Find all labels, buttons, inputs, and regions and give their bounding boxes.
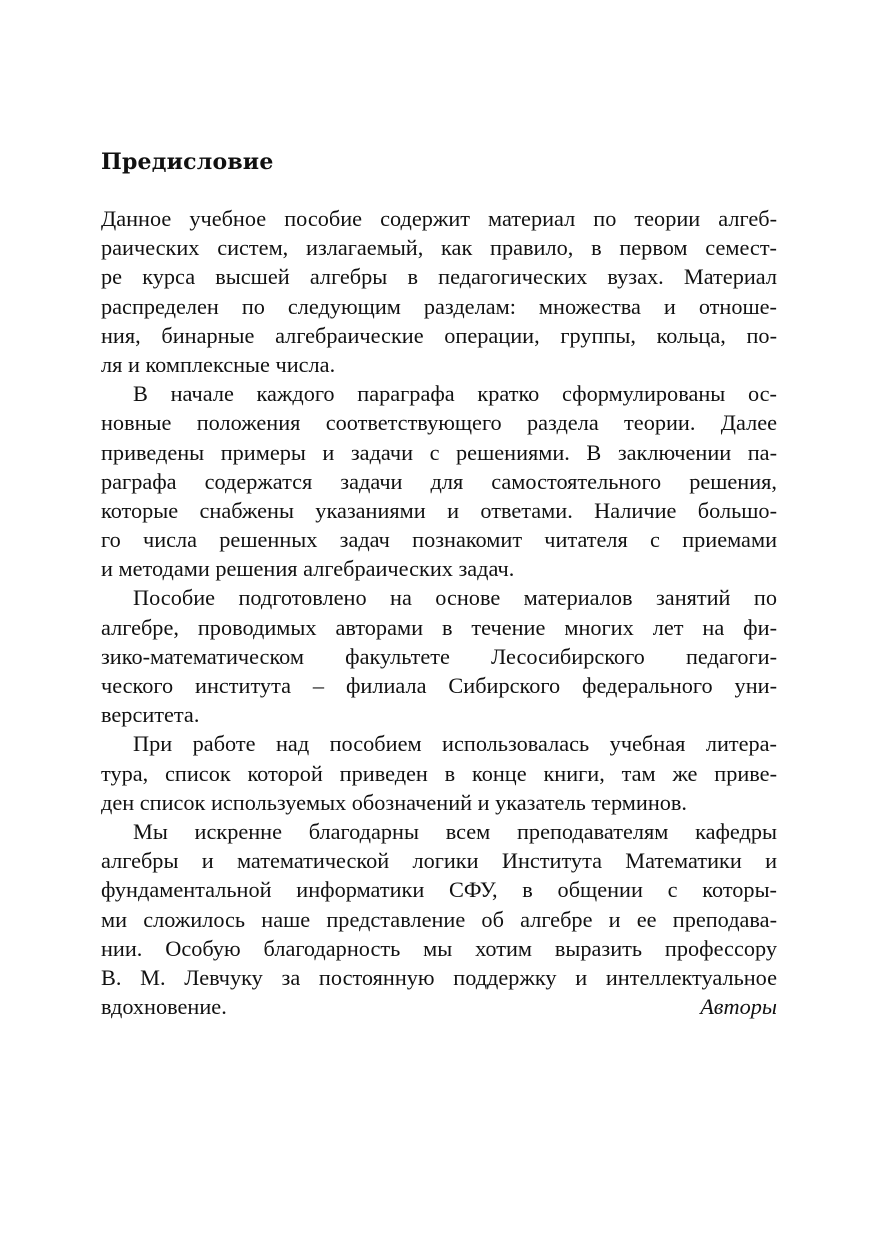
paragraph-5 [101, 817, 777, 1021]
text-line: нии. Особую благодарность мы хотим выразить профессору [101, 935, 777, 961]
text-line: При работе над пособием использовалась учебная литера- [133, 731, 777, 757]
text-line: и методами решения алгебраических задач. [101, 556, 515, 582]
text-line: ческого института – филиала Сибирского федерального уни- [101, 673, 777, 698]
page-title: Предисловие [101, 149, 274, 175]
text-line: зико-математическом факультете Лесосибирского педагоги- [101, 643, 777, 669]
text-line: В. М. Левчуку за постоянную поддержку и интеллектуальное [101, 964, 777, 990]
text-line: В начале каждого параграфа кратко сформулированы ос- [133, 381, 777, 407]
text-line: ден список используемых обозначений и указатель терминов. [101, 789, 688, 815]
text-line: фундаментальной информатики СФУ, в общении с которы- [101, 877, 777, 903]
text-line: ми сложилось наше представление об алгебре и ее преподава- [101, 906, 777, 932]
text-line: ре курса высшей алгебры в педагогических вузах. Материал [101, 264, 777, 290]
preface-text [101, 204, 777, 1021]
text-line: новные положения соответствующего раздела теории. Далее [101, 410, 777, 436]
closing-row [101, 992, 777, 1021]
text-line: раграфа содержатся задачи для самостоятельного решения, [101, 468, 777, 494]
text-line: раических систем, излагаемый, как правило, в первом семест- [101, 235, 777, 261]
paragraph-2 [101, 379, 777, 583]
text-line: приведены примеры и задачи с решениями. В заключении па- [101, 439, 777, 465]
text-line: ния, бинарные алгебраические операции, группы, кольца, по- [101, 322, 777, 348]
text-line: ля и комплексные числа. [101, 351, 336, 377]
text-line: алгебре, проводимых авторами в течение многих лет на фи- [101, 614, 777, 640]
text-line: распределен по следующим разделам: множества и отноше- [101, 293, 777, 319]
paragraph-4 [101, 729, 777, 817]
text-line: тура, список которой приведен в конце книги, там же приве- [101, 760, 777, 786]
text-line: Данное учебное пособие содержит материал по теории алгеб- [101, 206, 777, 231]
paragraph-1 [101, 204, 777, 379]
text-line: го числа решенных задач познакомит читателя с приемами [101, 527, 777, 553]
text-line: Мы искренне благодарны всем преподавателям кафедры [133, 818, 777, 844]
text-line: алгебры и математической логики Института Математики и [101, 848, 777, 874]
text-line: верситета. [101, 702, 200, 728]
text-line: Пособие подготовлено на основе материалов занятий по [133, 585, 777, 611]
text-line: вдохновение. [101, 994, 227, 1020]
text-line: которые снабжены указаниями и ответами. Наличие большо- [101, 497, 777, 523]
paragraph-3 [101, 583, 777, 729]
author-signature: Авторы [700, 994, 777, 1020]
